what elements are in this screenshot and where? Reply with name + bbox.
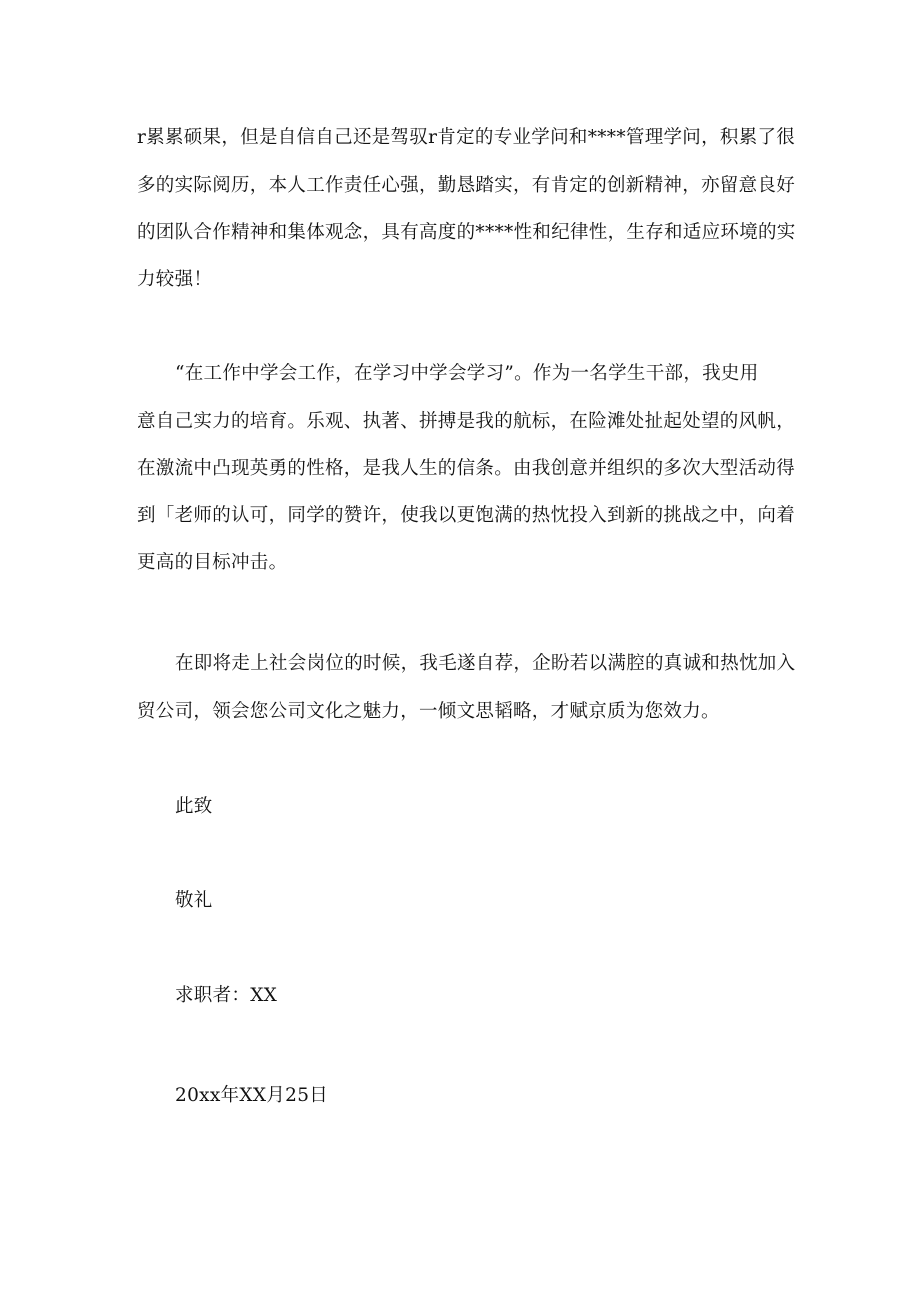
paragraph-2-line-5: 更高的目标冲击。 [137,552,288,573]
signature: 求职者：XX [175,985,278,1006]
paragraph-2-line-1: “在工作中学会工作，在学习中学会学习”。作为一名学生干部，我史用 [175,363,759,384]
paragraph-3-line-1: 在即将走上社会岗位的时候，我毛遂自荐，企盼若以满腔的真诚和热忱加入 [175,653,796,674]
regards: 敬礼 [175,890,213,911]
paragraph-1-line-2: 多的实际阅历，本人工作责任心强，勤恳踏实，有肯定的创新精神，亦留意良好 [137,175,796,196]
paragraph-2-line-2: 意自己实力的培育。乐观、执著、拼搏是我的航标，在险滩处扯起处望的风帆， [137,411,796,432]
paragraph-2-line-3: 在激流中凸现英勇的性格，是我人生的信条。由我创意并组织的多次大型活动得 [137,458,796,479]
paragraph-1-line-4: 力较强！ [137,269,213,290]
paragraph-1-line-1: r累累硕果，但是自信自己还是驾驭r肯定的专业学问和****管理学问，积累了很 [137,127,796,148]
date: 20xx年XX月25日 [175,1085,329,1106]
salutation: 此致 [175,796,213,817]
paragraph-1-line-3: 的团队合作精神和集体观念，具有高度的****性和纪律性，生存和适应环境的实 [137,222,796,243]
paragraph-3-line-2: 贸公司，领会您公司文化之魅力，一倾文思韬略，才赋京质为您效力。 [137,701,720,722]
paragraph-2-line-4: 到「老师的认可，同学的赞许，使我以更饱满的热忱投入到新的挑战之中，向着 [137,505,796,526]
